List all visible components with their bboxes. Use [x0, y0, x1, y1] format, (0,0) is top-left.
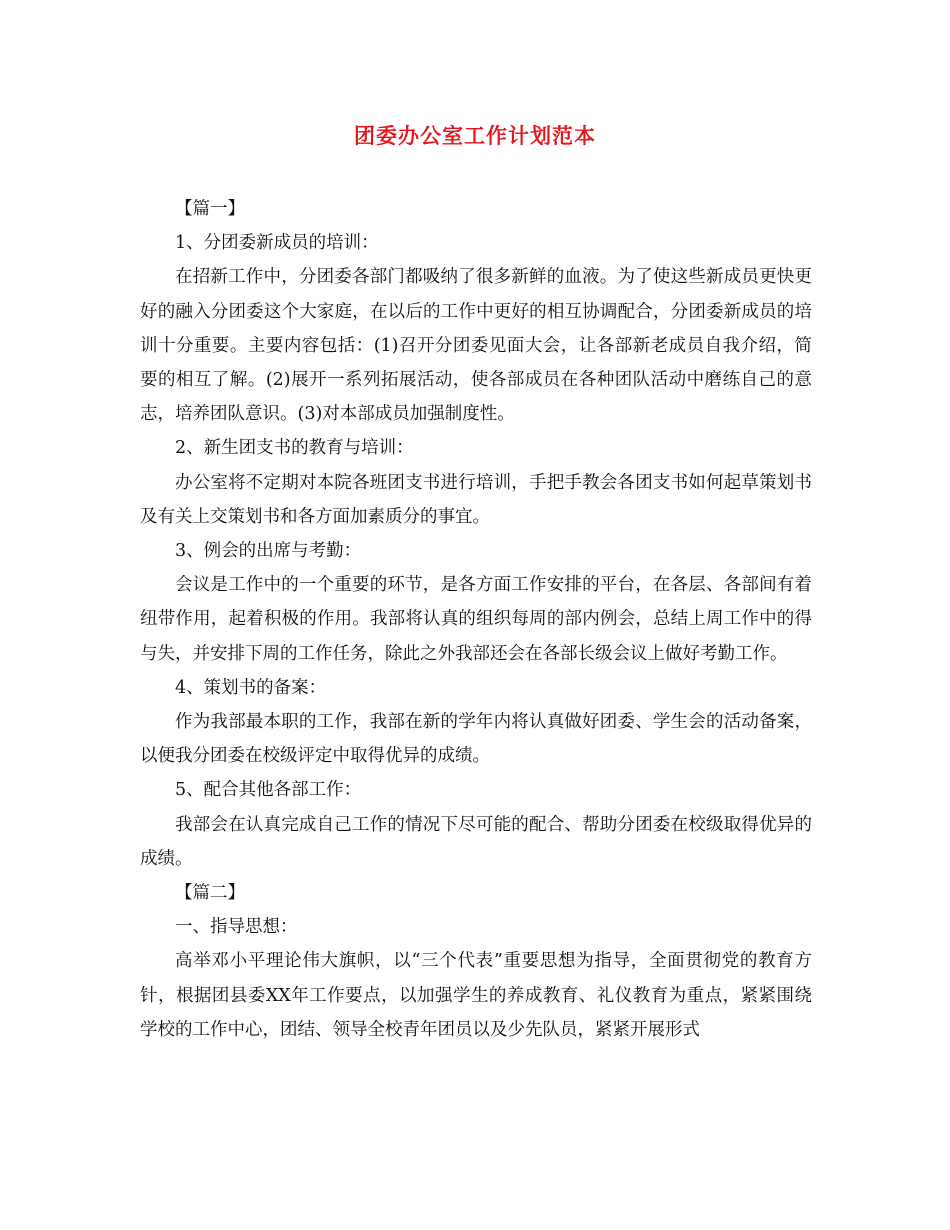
document-body — [140, 192, 812, 1047]
paragraph-6: 高举邓小平理论伟大旗帜，以“三个代表”重要思想为指导，全面贯彻党的教育方针，根据团县委XX年工作要点，以加强学生的养成教育、礼仪教育为重点，紧紧围绕学校的工作中心，团结、领导全校青年团员以及少先队员，紧紧开展形式 — [140, 951, 812, 1040]
paragraph-1: 在招新工作中，分团委各部门都吸纳了很多新鲜的血液。为了使这些新成员更快更好的融入分团委这个大家庭，在以后的工作中更好的相互协调配合，分团委新成员的培训十分重要。主要内容包括：(1)召开分团委见面大会，让各部新老成员自我介绍，简要的相互了解。(2)展开一系列拓展活动，使各部成员在各种团队活动中磨练自己的意志，培养团队意识。(3)对本部成员加强制度性。 — [140, 267, 812, 425]
item-heading-6: 一、指导思想： — [175, 917, 298, 938]
document-title: 团委办公室工作计划范本 — [354, 123, 596, 148]
paragraph-2: 办公室将不定期对本院各班团支书进行培训，手把手教会各团支书如何起草策划书及有关上交策划书和各方面加素质分的事宜。 — [140, 472, 812, 527]
item-heading-2: 2、新生团支书的教育与培训： — [175, 438, 414, 459]
section-heading-1: 【篇一】 — [175, 199, 245, 219]
item-heading-3: 3、例会的出席与考勤： — [175, 541, 362, 562]
paragraph-3: 会议是工作中的一个重要的环节，是各方面工作安排的平台，在各层、各部间有着纽带作用，起着积极的作用。我部将认真的组织每周的部内例会，总结上周工作中的得与失，并安排下周的工作任务，除此之外我部还会在各部长级会议上做好考勤工作。 — [140, 575, 812, 664]
item-heading-4: 4、策划书的备案： — [175, 677, 327, 698]
paragraph-4: 作为我部最本职的工作，我部在新的学年内将认真做好团委、学生会的活动备案，以便我分团委在校级评定中取得优异的成绩。 — [140, 712, 812, 767]
section-heading-2: 【篇二】 — [175, 883, 245, 904]
paragraph-5: 我部会在认真完成自己工作的情况下尽可能的配合、帮助分团委在校级取得优异的成绩。 — [140, 814, 812, 869]
item-heading-1: 1、分团委新成员的培训： — [175, 233, 379, 254]
item-heading-5: 5、配合其他各部工作： — [175, 780, 362, 801]
